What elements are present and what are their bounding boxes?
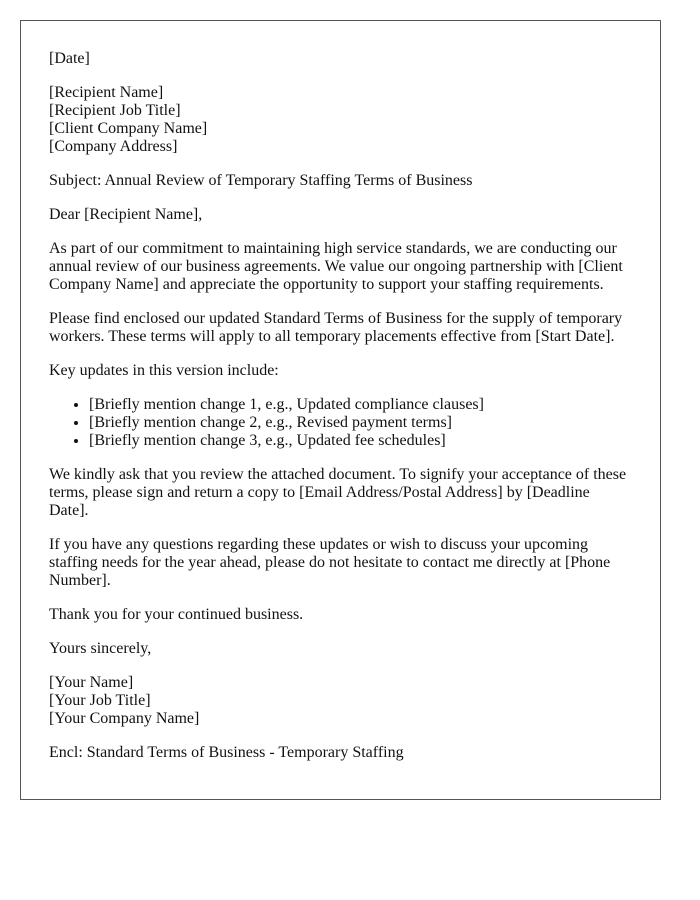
- key-updates-heading: Key updates in this version include:: [49, 362, 279, 379]
- update-item: • [Briefly mention change 1, e.g., Updated compliance clauses]: [89, 396, 632, 414]
- letter-salutation: Dear [Recipient Name],: [49, 206, 203, 223]
- letter: [20, 20, 661, 800]
- enclosure-note: Encl: Standard Terms of Business - Temporary Staffing: [49, 744, 404, 761]
- letter-subject: Subject: Annual Review of Temporary Staffing Terms of Business: [49, 172, 473, 189]
- updates-list: [49, 396, 632, 450]
- recipient-company: [Client Company Name]: [49, 120, 208, 137]
- recipient-job-title: [Recipient Job Title]: [49, 102, 181, 119]
- sender-name: [Your Name]: [49, 674, 134, 691]
- sender-company: [Your Company Name]: [49, 710, 200, 727]
- thank-you-paragraph: Thank you for your continued business.: [49, 606, 304, 623]
- review-request-paragraph: We kindly ask that you review the attached document. To signify your acceptance of these terms, please sign and return a copy to [Email Address/Postal Address] by [Deadline Date].: [49, 466, 627, 519]
- sender-job-title: [Your Job Title]: [49, 692, 151, 709]
- letter-date: [Date]: [49, 50, 90, 67]
- sign-off: Yours sincerely,: [49, 640, 152, 657]
- update-item: • [Briefly mention change 2, e.g., Revised payment terms]: [89, 414, 632, 432]
- update-item: • [Briefly mention change 3, e.g., Updated fee schedules]: [89, 432, 632, 450]
- contact-paragraph: If you have any questions regarding these updates or wish to discuss your upcoming staffing needs for the year ahead, please do not hesitate to contact me directly at [Phone Number].: [49, 536, 611, 589]
- recipient-address: [Company Address]: [49, 138, 178, 155]
- enclosure-paragraph: Please find enclosed our updated Standard Terms of Business for the supply of temporary workers. These terms will apply to all temporary placements effective from [Start Date].: [49, 310, 623, 345]
- sender-block: [49, 674, 632, 728]
- recipient-block: [49, 84, 632, 156]
- intro-paragraph: As part of our commitment to maintaining high service standards, we are conducting our annual review of our business agreements. We value our ongoing partnership with [Client Company Name] and appreciate the opportunity to support your staffing requirements.: [49, 240, 623, 293]
- recipient-name: [Recipient Name]: [49, 84, 164, 101]
